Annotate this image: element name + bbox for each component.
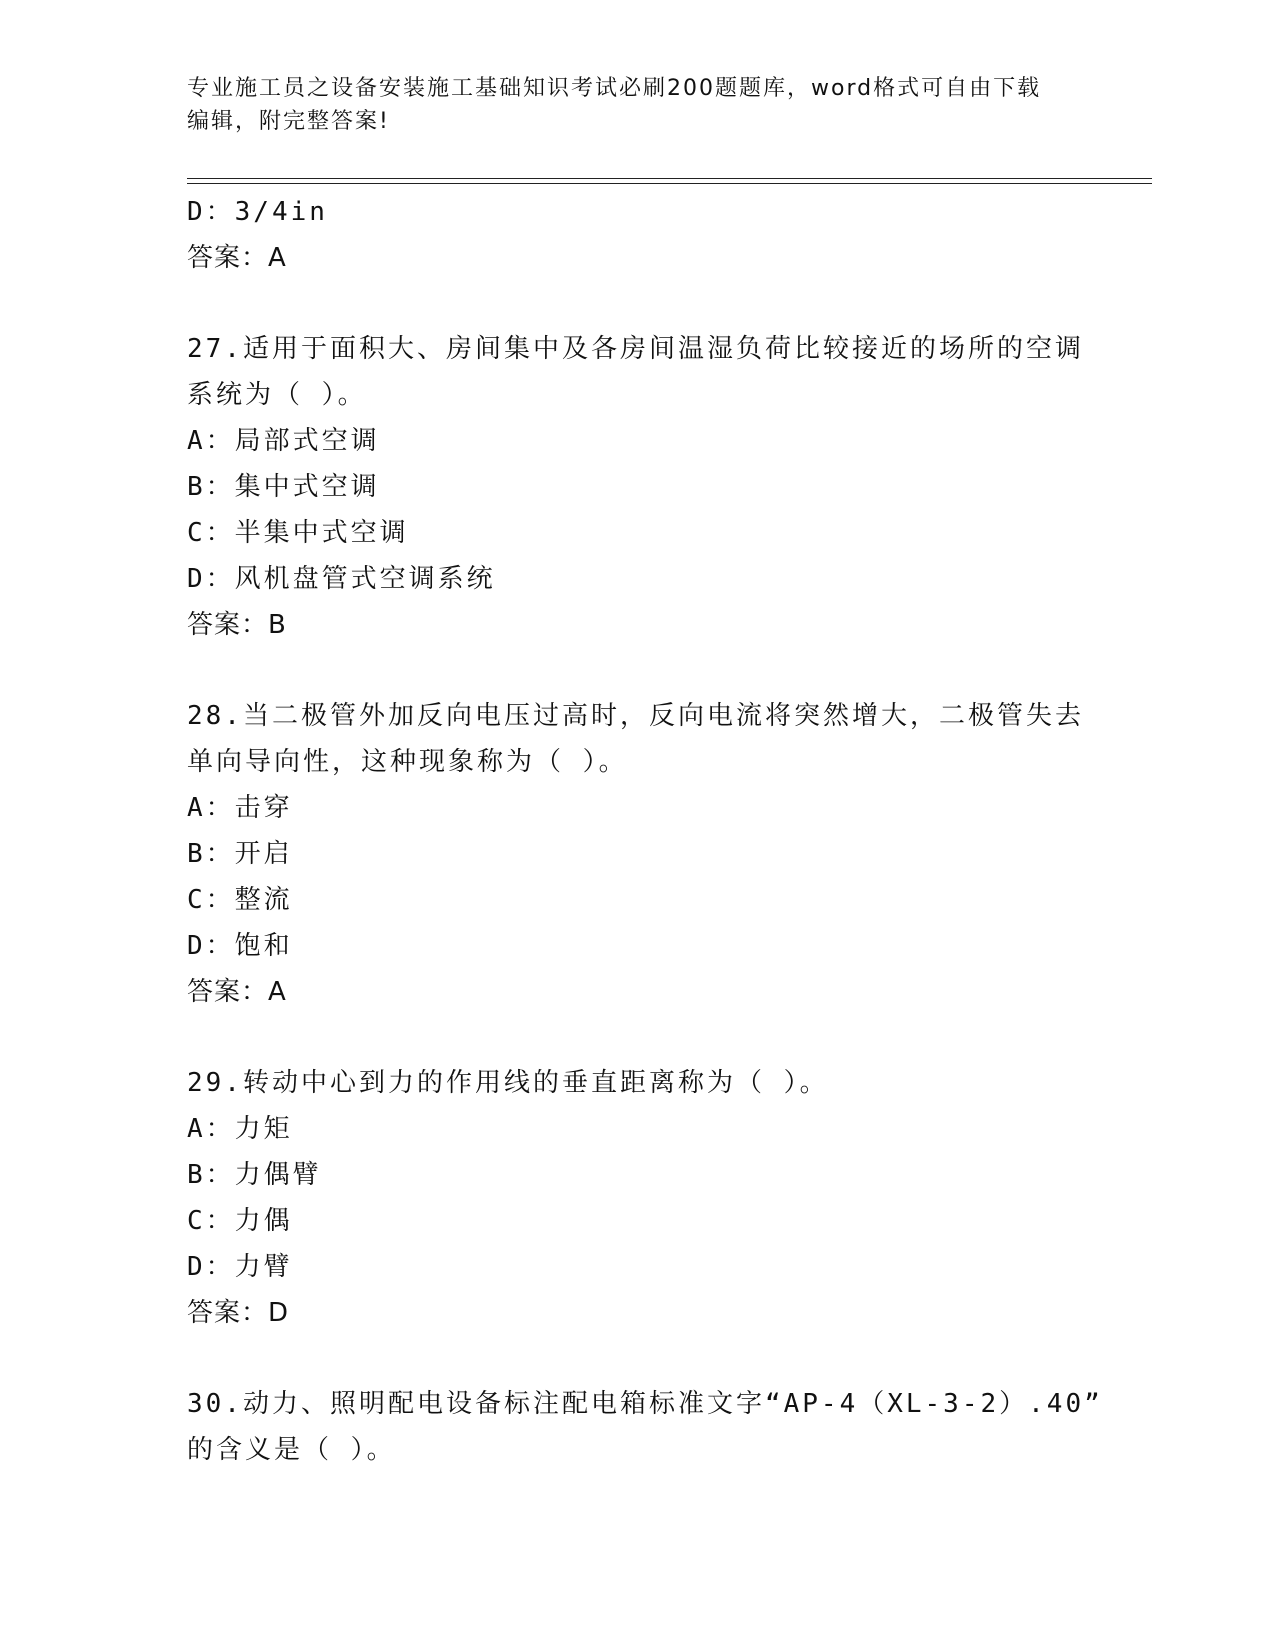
question-block-28 <box>187 693 1087 1015</box>
option-a: A：击穿 <box>187 793 293 823</box>
option-a: A：力矩 <box>187 1114 293 1144</box>
answer-line: 答案：D <box>187 1298 290 1328</box>
question-block-29 <box>187 1060 1087 1336</box>
header-divider <box>187 178 1152 179</box>
document-header <box>187 72 1087 138</box>
question-text-line: 29.转动中心到力的作用线的垂直距离称为（ ）。 <box>187 1068 829 1098</box>
question-text-line: 27.适用于面积大、房间集中及各房间温湿负荷比较接近的场所的空调 <box>187 334 1084 364</box>
question-block-26-tail <box>187 189 1087 281</box>
answer-line: 答案：B <box>187 610 287 640</box>
question-text-line: 28.当二极管外加反向电压过高时，反向电流将突然增大，二极管失去 <box>187 701 1084 731</box>
option-d: D：3/4in <box>187 197 328 227</box>
question-text-line: 单向导向性，这种现象称为（ ）。 <box>187 747 628 777</box>
question-list <box>187 189 1103 1473</box>
question-text-line: 30.动力、照明配电设备标注配电箱标准文字“AP-4（XL-3-2）.40” <box>187 1389 1103 1419</box>
option-b: B：开启 <box>187 839 293 869</box>
question-block-27 <box>187 326 1087 648</box>
option-c: C：力偶 <box>187 1206 293 1236</box>
option-c: C：整流 <box>187 885 293 915</box>
answer-line: 答案：A <box>187 977 287 1007</box>
option-c: C：半集中式空调 <box>187 518 409 548</box>
header-line-2: 编辑，附完整答案! <box>187 109 390 134</box>
option-d: D：力臂 <box>187 1252 293 1282</box>
question-text-line: 的含义是（ ）。 <box>187 1435 396 1465</box>
question-block-30 <box>187 1381 1103 1473</box>
option-a: A：局部式空调 <box>187 426 380 456</box>
question-text-line: 系统为（ ）。 <box>187 380 367 410</box>
header-divider-secondary <box>187 183 1152 184</box>
option-d: D：饱和 <box>187 931 293 961</box>
answer-line: 答案：A <box>187 243 287 273</box>
option-b: B：力偶臂 <box>187 1160 322 1190</box>
option-b: B：集中式空调 <box>187 472 380 502</box>
option-d: D：风机盘管式空调系统 <box>187 564 496 594</box>
header-line-1: 专业施工员之设备安装施工基础知识考试必刷200题题库，word格式可自由下载 <box>187 76 1042 101</box>
